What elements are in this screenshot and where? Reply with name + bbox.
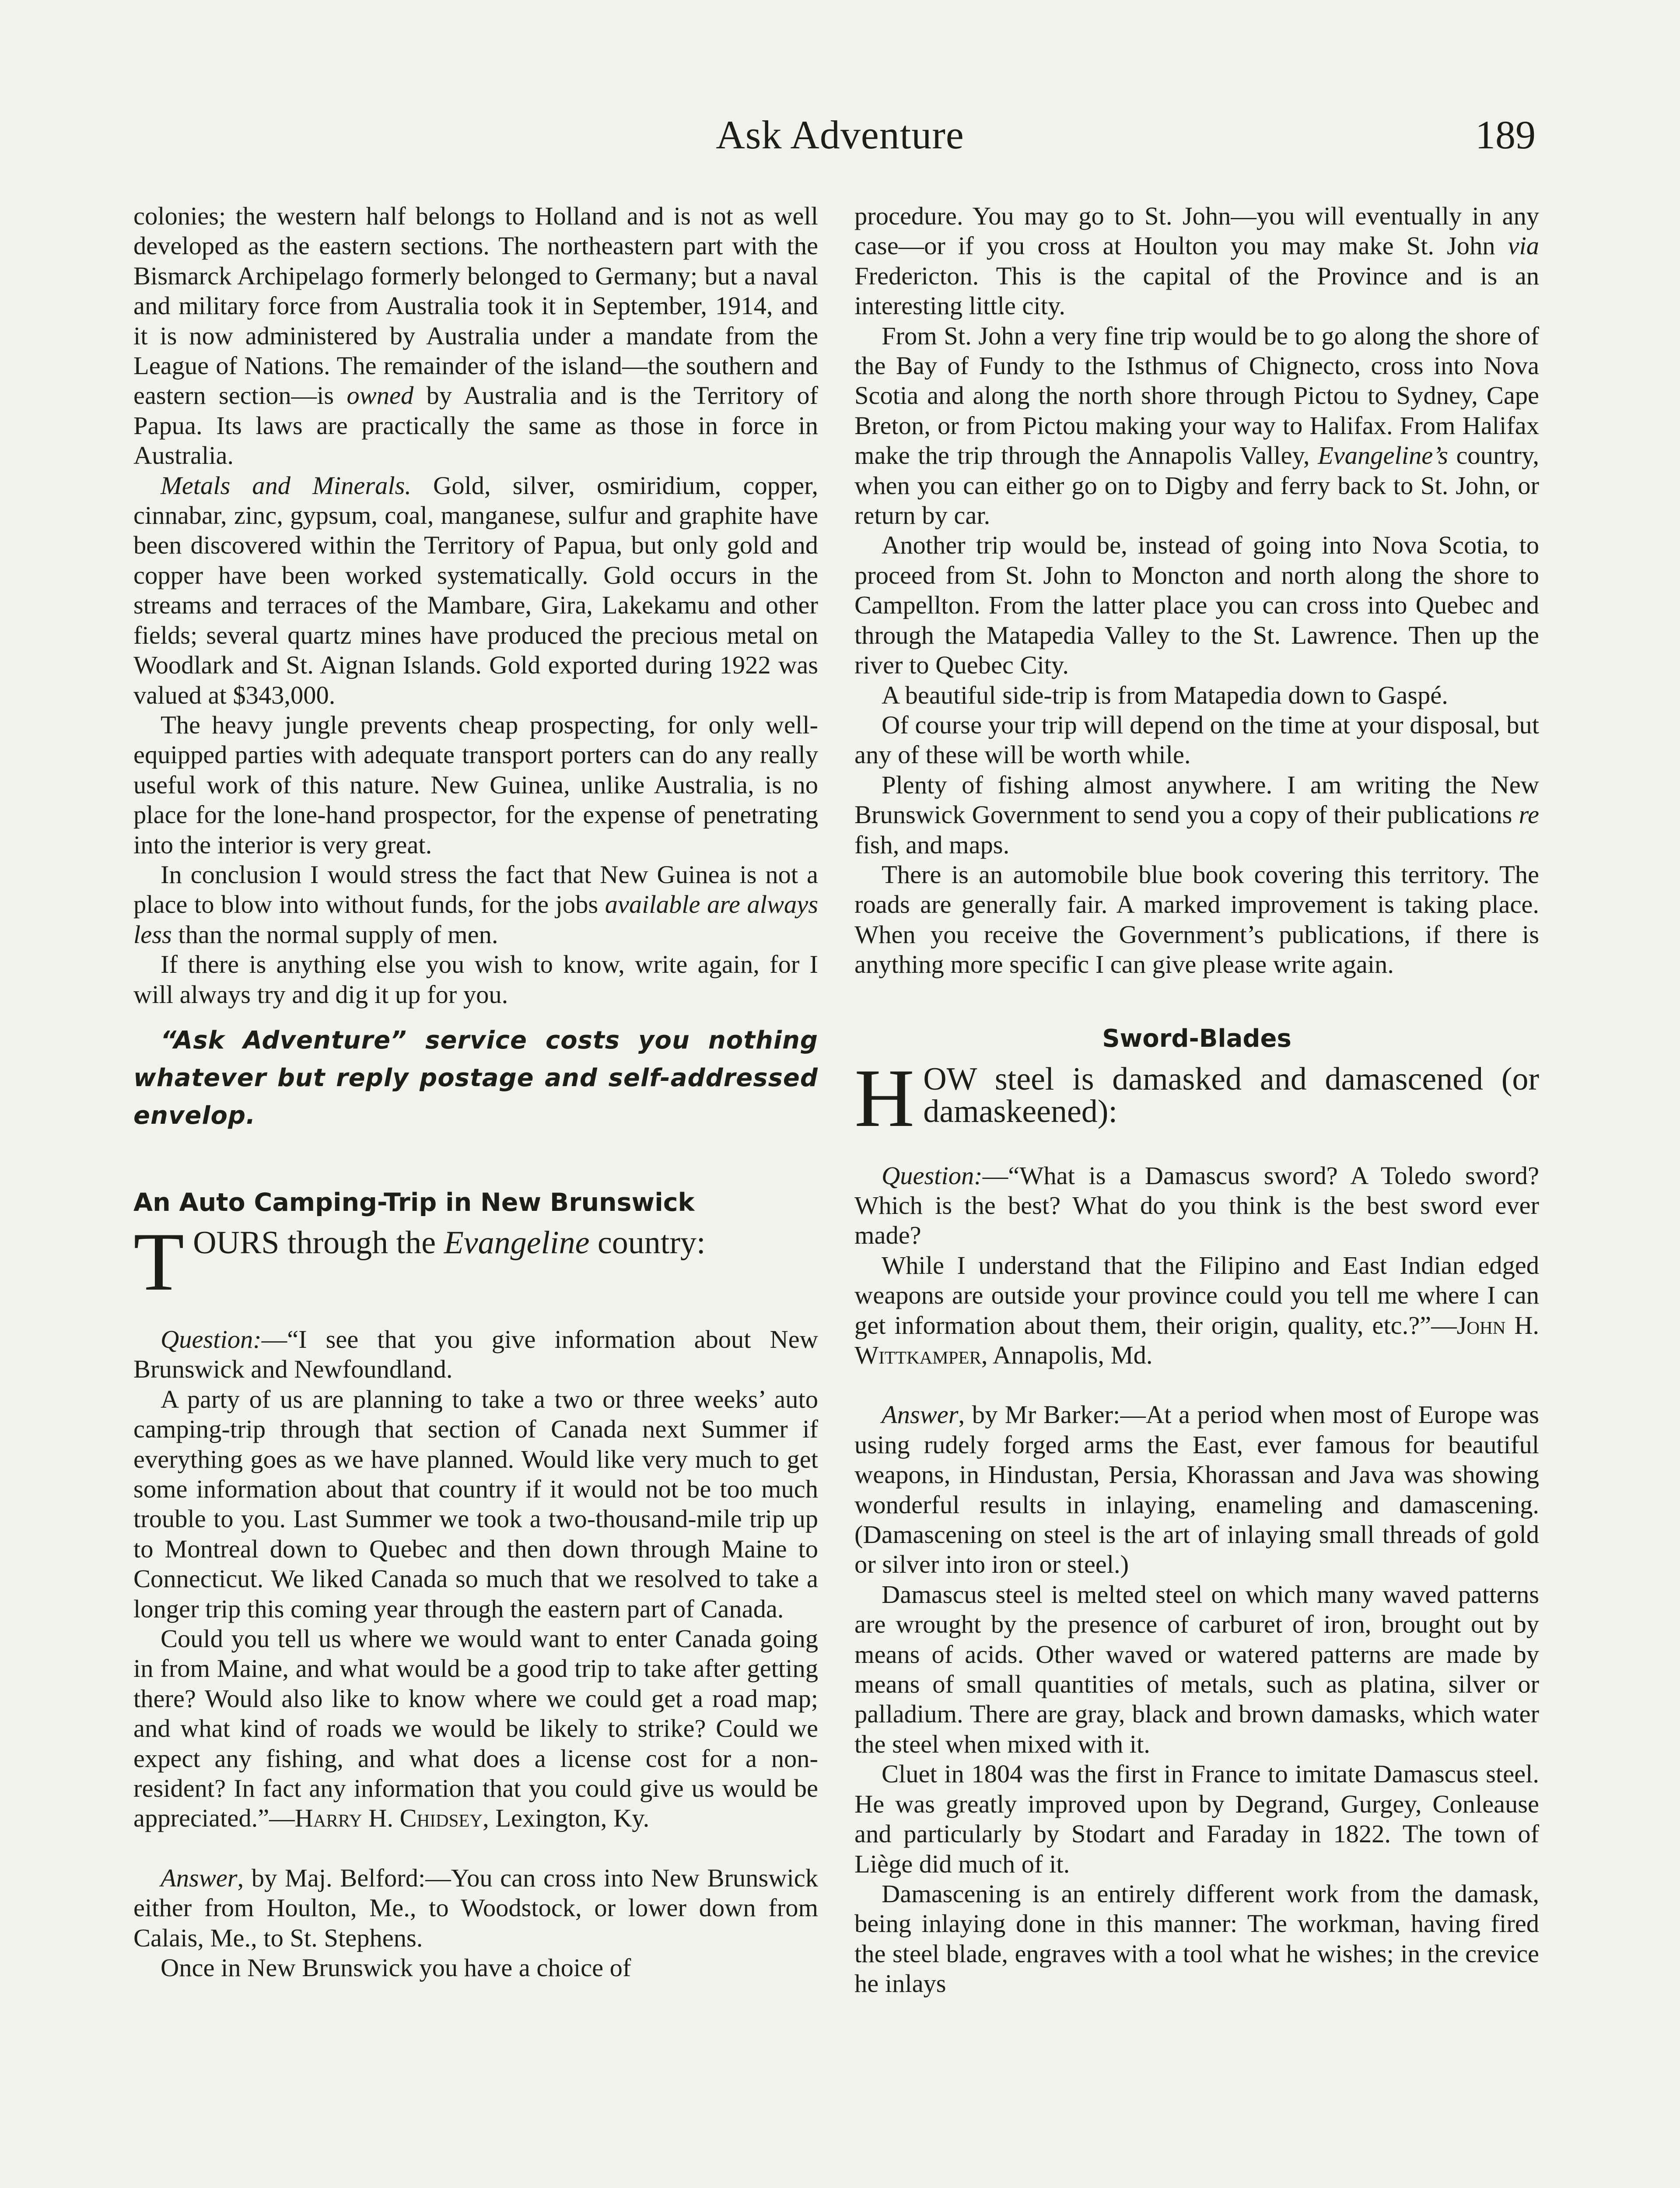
text: While I understand that the Filipino and East Indian edged weapons are outside your province could you tell me where I can get information about them, their origin, quality, etc.?”— (854, 1251, 1539, 1339)
paragraph: Once in New Brunswick you have a choice of (161, 1953, 631, 1982)
paragraph (133, 1624, 818, 1834)
paragraph: Another trip would be, instead of going into Nova Scotia, to proceed from St. John to Moncton and north along the shore to Campellton. From the latter place you can cross into Quebec and through the Matapedia Valley to the St. Lawrence. Then up the river to Quebec City. (854, 531, 1539, 680)
left-column (133, 201, 818, 2188)
paragraph: Cluet in 1804 was the first in France to imitate Damascus steel. He was greatly improved upon by Degrand, Gurgey, Conleause and particularly by Stodart and Faraday in 1822. The town of Liège did much of it. (854, 1760, 1539, 1878)
spacer (133, 1834, 818, 1863)
text: country, when you can either go on to Digby and ferry back to St. John, or return by car. (854, 441, 1539, 530)
paragraph: A party of us are planning to take a two or three weeks’ auto camping-trip through that section of Canada next Summer if everything goes as we have planned. Would like very much to get some information about that country if it would not be too much trouble to you. Last Summer we took a two-thousand-mile trip up to Montreal down to Quebec and then down through Maine to Connecticut. We liked Canada so much that we resolved to take a longer trip this coming year through the eastern part of Canada. (133, 1385, 818, 1623)
italic-text: re (1519, 800, 1539, 829)
italic-text: Evangeline’s (1318, 441, 1448, 470)
page-number: 189 (1475, 112, 1536, 157)
paragraph (854, 1251, 1539, 1371)
signer-name: John H. Wittkamper (854, 1311, 1539, 1369)
text: Could you tell us where we would want to enter Canada going in from Maine, and what would be a good trip to take after getting there? Would also like to know where we could get a road map; and what kind of roads we would be likely to strike? Could we expect any fishing, and what does a license cost for a non-resident? In fact any information that you could give us would be appreciated.”— (133, 1624, 818, 1833)
text: —“I see that you give information about New Brunswick and Newfoundland. (133, 1325, 818, 1384)
answer (854, 1400, 1539, 1579)
text: , Annapolis, Md. (981, 1341, 1153, 1369)
text: fish, and maps. (854, 830, 1010, 859)
text: procedure. You may go to St. John—you will eventually in any case—or if you cross at Houlton you may make St. John (854, 202, 1539, 260)
text: colonies; the western half belongs to Holland and is not as well developed as the eastern sections. The northeastern part with the Bismarck Archipelago formerly belonged to Germany; but a naval and military force from Australia took it in September, 1914, and it is now administered by Australia under a mandate from the League of Nations. The remainder of the island—the southern and eastern section—is (133, 202, 818, 410)
section-title-auto-camping: An Auto Camping-Trip in New Brunswick (133, 1188, 695, 1217)
spacer (133, 1295, 818, 1325)
italic-text: via (1508, 231, 1539, 260)
text: by Australia and is the Territory of Papua. Its laws are practically the same as those in force in Australia. (133, 381, 818, 470)
page-header (131, 112, 1549, 168)
signer-name: Harry H. Chidsey (294, 1804, 483, 1833)
paragraph (133, 201, 818, 471)
text: From St. John a very fine trip would be to go along the shore of the Bay of Fundy to the Isthmus of Chignecto, cross into Nova Scotia and along the north shore through Pictou to Sydney, Cape Breton, or from Pictou making your way to Halifax. From Halifax make the trip through the Annapolis Valley, (854, 321, 1539, 470)
text: OURS through the (193, 1224, 444, 1261)
paragraph (854, 770, 1539, 860)
spacer (854, 1370, 1539, 1400)
text: Plenty of fishing almost anywhere. I am writing the New Brunswick Government to send you a copy of their publications (854, 770, 1539, 829)
answer-label: Answer (882, 1400, 959, 1429)
paragraph (133, 471, 818, 710)
text: OW steel is damasked and damascened (or damaskeened): (923, 1061, 1539, 1129)
text: , by Mr Barker:—At a period when most of Europe was using rudely forged arms the East, ever famous for beautiful weapons, in Hindustan, Persia, Khorassan and Java was showing wonderful results in inlaying, enameling and damascening. (Damascening on steel is the art of inlaying small threads of gold or silver into iron or steel.) (854, 1400, 1539, 1579)
text: country: (589, 1224, 706, 1261)
question-label: Question: (882, 1161, 983, 1190)
italic-text: owned (346, 381, 414, 410)
text: than the normal supply of men. (172, 920, 498, 949)
italic-text: Metals and Minerals. (161, 471, 411, 500)
text: Fredericton. This is the capital of the Province and is an interesting little city. (854, 261, 1539, 320)
drop-cap: T (133, 1216, 185, 1308)
text: Gold, silver, osmiridium, copper, cinnabar, zinc, gypsum, coal, manganese, sulfur and graphite have been discovered within the Territory of Papua, but only gold and copper have been worked systematically. Gold occurs in the streams and terraces of the Mambare, Gira, Lakekamu and other fields; several quartz mines have produced the precious metal on Woodlark and St. Aignan Islands. Gold exported during 1922 was valued at $343,000. (133, 471, 818, 709)
paragraph: Damascening is an entirely different work from the damask, being inlaying done in this manner: The workman, having fired the steel blade, engraves with a tool what he wishes; in the crevice he inlays (854, 1879, 1539, 1998)
question-label: Question: (161, 1325, 262, 1353)
question (854, 1161, 1539, 1251)
section-intro (133, 1216, 818, 1308)
paragraph: Damascus steel is melted steel on which many waved patterns are wrought by the presence of carburet of iron, brought out by means of acids. Other waved or watered patterns are made by means of small quantities of metals, such as platina, silver or palladium. There are gray, black and brown damasks, which water the steel when mixed with it. (854, 1580, 1539, 1758)
right-column (854, 201, 1539, 2188)
paragraph: There is an automobile blue book covering this territory. The roads are generally fair. A marked improvement is taking place. When you receive the Government’s publications, if there is anything more specific I can give please write again. (854, 860, 1539, 979)
answer-label: Answer (161, 1863, 238, 1892)
paragraph: Of course your trip will depend on the time at your disposal, but any of these will be worth while. (854, 710, 1539, 769)
service-notice: “Ask Adventure” service costs you nothing whatever but reply postage and self-addressed envelop. (133, 1026, 818, 1130)
section-intro (854, 1052, 1539, 1144)
text: , by Maj. Belford:—You can cross into New Brunswick either from Houlton, Me., to Woodstock, or lower down from Calais, Me., to St. Stephens. (133, 1863, 818, 1952)
section-title-sword-blades: Sword-Blades (1102, 1024, 1292, 1053)
running-title: Ask Adventure (716, 112, 964, 157)
answer (133, 1863, 818, 1953)
paragraph (133, 860, 818, 950)
text: , Lexington, Ky. (483, 1804, 650, 1833)
paragraph (854, 201, 1539, 321)
paragraph (854, 321, 1539, 531)
italic-text: available are always less (133, 890, 818, 949)
italic-text: Evangeline (444, 1224, 590, 1261)
paragraph: If there is anything else you wish to know, write again, for I will always try and dig it up for you. (133, 950, 818, 1009)
paragraph: The heavy jungle prevents cheap prospecting, for only well-equipped parties with adequate transport porters can do any really useful work of this nature. New Guinea, unlike Australia, is no place for the lone-hand prospector, for the expense of penetrating into the interior is very great. (133, 710, 818, 859)
text: —“What is a Damascus sword? A Toledo sword? Which is the best? What do you think is the best sword ever made? (854, 1161, 1539, 1250)
text: In conclusion I would stress the fact that New Guinea is not a place to blow into without funds, for the jobs (133, 860, 818, 919)
spacer (854, 1131, 1539, 1161)
question (133, 1325, 818, 1385)
drop-cap: H (854, 1052, 915, 1144)
paragraph: A beautiful side-trip is from Matapedia down to Gaspé. (882, 680, 1448, 709)
